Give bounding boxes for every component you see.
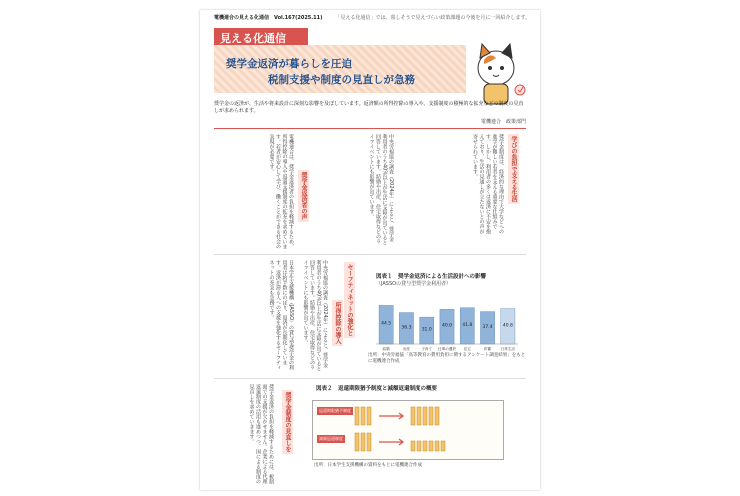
body-column: 中央労福協の調査（2024年）によると、奨学金利用者のうち40%以上が生活に支障が出ていると回答しています。結婚や出産、住宅取得などのライフイベントにも影響が出ています。	[302, 260, 328, 372]
data-label: 40.0	[441, 323, 453, 329]
lead-paragraph: 奨学金の返済が、生活や将来設計に深刻な影響を及ぼしています。返済額の所得控除の導入や、支援制度の積極的な拡充などの制度の見直しが求められます。	[214, 101, 524, 114]
bar-chart	[362, 286, 526, 354]
data-label: 37.4	[482, 324, 493, 330]
newsletter-page	[200, 10, 540, 490]
figure-2	[302, 382, 526, 486]
data-label: 36.3	[401, 325, 412, 331]
body-column: 奨学金返済の負担を軽減するためには、税制面での支援が欠かせません。企業による代理返還制度の活用も進めつつ、国による制度の見直しを求めていきます。	[248, 384, 274, 484]
section-heading: 学びの負担で支える生活	[510, 136, 517, 202]
banner-label: 見える化通信	[220, 32, 286, 45]
reduction-tag: 減額返還制度	[319, 436, 343, 441]
category-label: 仕事の選択	[438, 347, 456, 351]
deferment-tag: 返還期限猶予制度	[319, 408, 351, 413]
publication-title: 電機連合の見える化通信 Vol.167(2025.11)	[214, 15, 323, 21]
category-label: 住宅	[463, 347, 471, 351]
tagline: 「見える化通信」では、暮しそうで見えづらい政策課題の今後を月に一回紹介します。	[335, 15, 530, 21]
cat-mascot-illustration	[462, 38, 532, 110]
body-column: 電機連合は、奨学金返済者の負担を軽減するため、所得控除の導入や返還支援制度の拡充を求めています。若者が安心して学び、働くことができる社会の実現が必要です。	[268, 134, 294, 249]
section-banner	[214, 28, 308, 45]
figure-2-title: 図表２ 返還期限猶予制度と減額返還制度の概要	[316, 386, 438, 392]
body-column: 日本学生支援機構（JASSO）の貸与型奨学金の利用者は約半数にのぼり、返済が長期化しています。返済が滞る人への支援を強化するセーフティネットの充実も急務です。	[268, 260, 294, 371]
divider	[214, 254, 526, 255]
section-heading: 奨学金制度の見直しを	[284, 392, 291, 452]
chart-source: 出所：中央労福協「高等教育の費用負担に関するアンケート調査結果」をもとに電機連合作成	[368, 353, 526, 364]
data-label: 41.8	[462, 322, 473, 328]
chart-title: 図表１ 奨学金返済による生活設計への影響	[376, 274, 487, 280]
category-label: 子育て	[421, 347, 433, 351]
body-column: 中央労福協の調査（2024年）によると、奨学金利用者のうち40%以上が生活に支障が出ていると回答しています。結婚や出産、住宅取得などのライフイベントにも影響が出ています。	[368, 134, 394, 246]
data-label: 31.0	[421, 327, 432, 333]
data-label: 40.8	[502, 323, 513, 329]
data-label: 44.5	[381, 321, 392, 327]
category-label: 結婚	[382, 347, 390, 351]
section-heading: 所得控除の導入	[334, 302, 341, 344]
divider	[214, 128, 526, 129]
figure-2-diagram	[312, 400, 504, 460]
repayment-diagram	[351, 403, 501, 457]
figure-1-chart	[362, 272, 526, 376]
headline-line-2: 税制支援や制度の見直しが急務	[268, 74, 415, 86]
section-heading: セーフティネットの強化と	[346, 264, 353, 336]
body-column: 奨学金制度は、経済的な理由で大学などへの進学が難しい若者を支える重要な仕組みです。しかし、利用者の多くは返済に不安を抱えており、生活の見通しが立たないとの声が寄せられています。	[472, 134, 504, 234]
headline-line-1: 奨学金返済が暮らしを圧迫	[226, 58, 352, 70]
category-label: 貯蓄	[483, 347, 492, 351]
divider	[214, 378, 526, 379]
figure-2-source: 出所：日本学生支援機構の資料をもとに電機連合作成	[314, 463, 422, 468]
byline: 電機連合 政策部門	[480, 119, 526, 125]
section-heading: 奨学金返済者の声	[300, 172, 307, 220]
masthead	[214, 14, 530, 24]
chart-subtitle: （JASSOの貸与型奨学金利用者）	[376, 281, 452, 287]
category-label: 日常生活	[500, 347, 516, 351]
category-label: 出産	[402, 347, 411, 351]
